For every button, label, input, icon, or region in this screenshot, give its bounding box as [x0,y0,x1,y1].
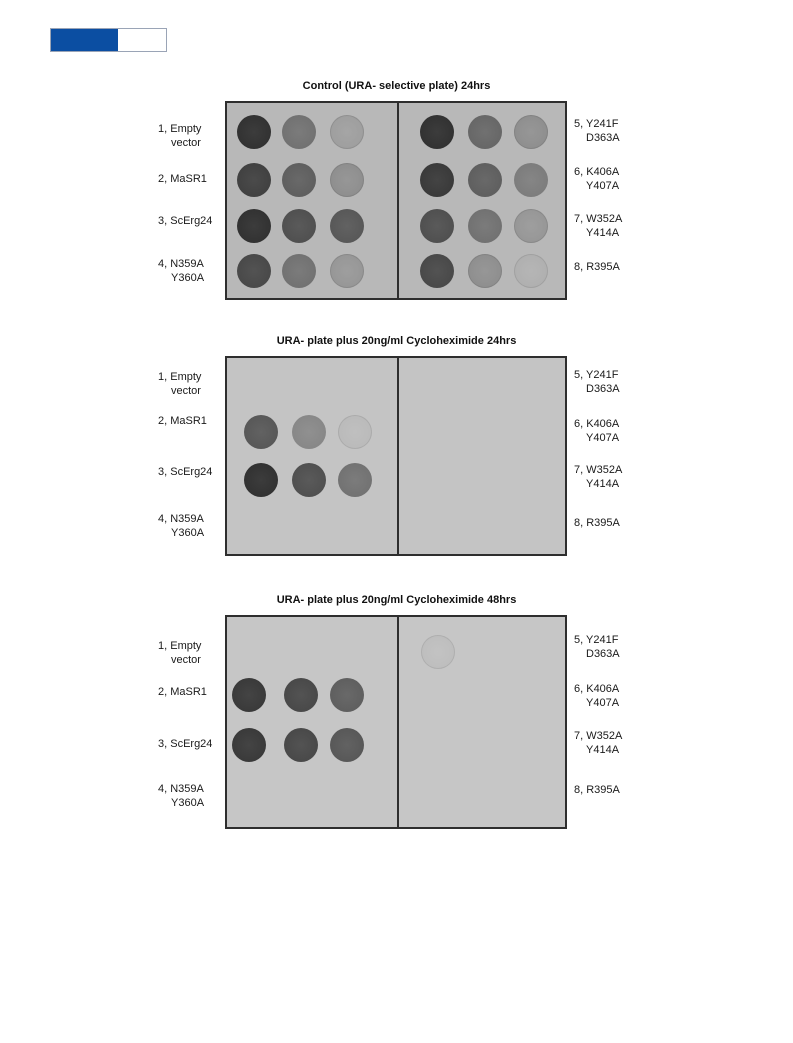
yeast-spot [330,163,364,197]
yeast-spot [468,115,502,149]
journal-brand-bar [50,28,167,52]
yeast-spot [420,254,454,288]
yeast-spot [282,115,316,149]
strain-label-3: 3, ScErg24 [158,738,213,750]
strain-label-5: 5, Y241F D363A [574,634,620,660]
strain-label-4: 4, N359A Y360A [158,783,205,809]
yeast-spot [282,163,316,197]
yeast-spot [284,728,318,762]
yeast-spot [284,678,318,712]
agar-plate-image [225,101,567,300]
panel-title: Control (URA- selective plate) 24hrs [302,80,491,92]
strain-label-6: 6, K406A Y407A [574,683,620,709]
strain-label-4: 4, N359A Y360A [158,513,205,539]
panel-title: URA- plate plus 20ng/ml Cycloheximide 48hrs [276,594,517,606]
yeast-spot [244,415,278,449]
yeast-spot [420,115,454,149]
strain-label-8: 8, R395A [574,784,620,796]
yeast-spot [330,728,364,762]
yeast-spot [292,463,326,497]
strain-label-6: 6, K406A Y407A [574,166,620,192]
yeast-spot [338,463,372,497]
strain-label-7: 7, W352A Y414A [574,464,623,490]
strain-label-8: 8, R395A [574,517,620,529]
strain-label-7: 7, W352A Y414A [574,213,623,239]
plate-divider [397,617,399,827]
strain-label-4: 4, N359A Y360A [158,258,205,284]
yeast-spot [232,678,266,712]
yeast-spot [514,209,548,243]
plate-divider [397,103,399,298]
agar-plate-image [225,615,567,829]
strain-label-3: 3, ScErg24 [158,215,213,227]
yeast-spot [468,209,502,243]
strain-label-2: 2, MaSR1 [158,415,207,427]
yeast-spot [237,163,271,197]
strain-label-3: 3, ScErg24 [158,466,213,478]
yeast-spot [237,115,271,149]
yeast-spot [232,728,266,762]
strain-label-7: 7, W352A Y414A [574,730,623,756]
yeast-spot [514,115,548,149]
strain-label-5: 5, Y241F D363A [574,118,620,144]
yeast-spot [330,209,364,243]
yeast-spot [420,163,454,197]
yeast-spot [237,254,271,288]
strain-label-1: 1, Empty vector [158,123,202,149]
strain-label-8: 8, R395A [574,261,620,273]
yeast-spot [468,163,502,197]
yeast-spot [420,209,454,243]
yeast-spot [282,254,316,288]
yeast-spot [514,254,548,288]
panel-title: URA- plate plus 20ng/ml Cycloheximide 24hrs [276,335,517,347]
strain-label-1: 1, Empty vector [158,640,202,666]
strain-label-6: 6, K406A Y407A [574,418,620,444]
yeast-spot [330,254,364,288]
agar-plate-image [225,356,567,556]
plate-divider [397,358,399,554]
yeast-spot [468,254,502,288]
yeast-spot [330,115,364,149]
strain-label-2: 2, MaSR1 [158,686,207,698]
strain-label-1: 1, Empty vector [158,371,202,397]
yeast-spot [514,163,548,197]
strain-label-5: 5, Y241F D363A [574,369,620,395]
yeast-spot [282,209,316,243]
yeast-spot [292,415,326,449]
yeast-spot [421,635,455,669]
yeast-spot [330,678,364,712]
yeast-spot [237,209,271,243]
strain-label-2: 2, MaSR1 [158,173,207,185]
brand-bar-fill [51,29,118,51]
yeast-spot [244,463,278,497]
yeast-spot [338,415,372,449]
